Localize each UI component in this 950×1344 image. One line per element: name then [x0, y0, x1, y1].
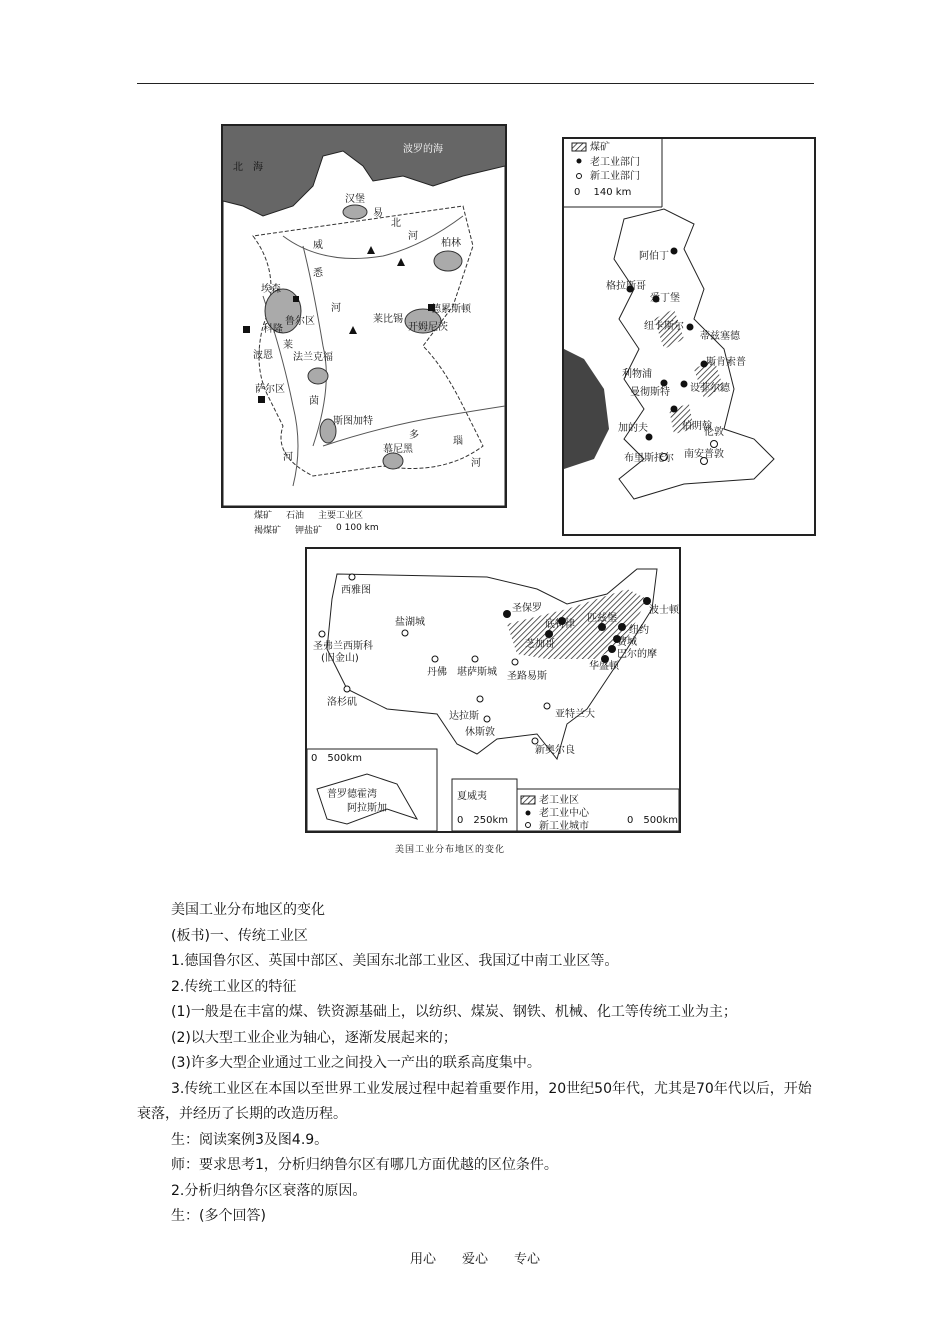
svg-text:老工业部门: 老工业部门: [590, 157, 640, 168]
body-line: (2)以大型工业企业为轴心，逐渐发展起来的；: [171, 1029, 457, 1046]
svg-text:加的夫: 加的夫: [618, 423, 648, 434]
svg-text:格拉斯哥: 格拉斯哥: [606, 281, 646, 292]
body-line: (板书)一、传统工业区: [171, 927, 308, 944]
svg-text:爱丁堡: 爱丁堡: [650, 293, 680, 304]
svg-text:堪萨斯城: 堪萨斯城: [457, 667, 497, 678]
svg-text:0 500km: 0 500km: [627, 815, 678, 826]
svg-text:威: 威: [313, 240, 323, 251]
svg-text:普罗德霍湾: 普罗德霍湾: [327, 789, 377, 800]
svg-text:底特律: 底特律: [545, 619, 575, 630]
svg-text:西雅图: 西雅图: [341, 585, 371, 596]
svg-text:休斯敦: 休斯敦: [465, 727, 495, 738]
svg-text:0 500km: 0 500km: [311, 753, 362, 764]
svg-text:瑙: 瑙: [453, 436, 463, 447]
svg-text:洛杉矶: 洛杉矶: [327, 697, 357, 708]
svg-text:亚特兰大: 亚特兰大: [555, 709, 595, 720]
body-line: 2.传统工业区的特征: [171, 978, 297, 995]
svg-text:法兰克福: 法兰克福: [293, 352, 333, 363]
page-footer: 用心 爱心 专心: [409, 1252, 540, 1267]
svg-text:圣保罗: 圣保罗: [512, 603, 542, 614]
svg-text:北 海: 北 海: [233, 162, 263, 173]
svg-text:费城: 费城: [617, 637, 637, 648]
svg-text:纽约: 纽约: [629, 625, 649, 636]
svg-text:河: 河: [408, 231, 418, 242]
svg-text:巴尔的摩: 巴尔的摩: [617, 649, 657, 660]
svg-text:丹佛: 丹佛: [427, 667, 447, 678]
svg-text:纽卡斯尔: 纽卡斯尔: [644, 321, 684, 332]
svg-text:开姆尼茨: 开姆尼茨: [408, 322, 448, 333]
svg-text:德累斯顿: 德累斯顿: [431, 304, 471, 315]
svg-text:(旧金山): (旧金山): [321, 653, 359, 664]
svg-text:萨尔区: 萨尔区: [255, 384, 285, 395]
svg-text:多: 多: [409, 430, 419, 441]
svg-text:悉: 悉: [313, 268, 323, 279]
body-line: 1.德国鲁尔区、英国中部区、美国东北部工业区、我国辽中南工业区等。: [171, 953, 619, 969]
svg-text:阿伯丁: 阿伯丁: [639, 251, 669, 262]
svg-text:老工业区: 老工业区: [539, 795, 579, 806]
svg-text:设菲尔德: 设菲尔德: [690, 383, 730, 394]
svg-text:柏林: 柏林: [441, 238, 461, 249]
svg-text:0 250km: 0 250km: [457, 815, 508, 826]
body-line: 生：(多个回答): [171, 1208, 266, 1224]
svg-text:波罗的海: 波罗的海: [403, 144, 443, 155]
svg-text:河: 河: [471, 458, 481, 469]
body-line: 2.分析归纳鲁尔区衰落的原因。: [171, 1182, 367, 1199]
svg-text:鲁尔区: 鲁尔区: [285, 316, 315, 327]
body-line: (3)许多大型企业通过工业之间投入一产出的联系高度集中。: [171, 1055, 541, 1071]
svg-text:莱: 莱: [283, 340, 293, 351]
legend-lignite: 褐煤矿: [254, 526, 282, 536]
germany-map: [221, 124, 507, 508]
svg-text:夏威夷: 夏威夷: [457, 791, 487, 802]
svg-text:新工业城市: 新工业城市: [539, 821, 589, 831]
svg-text:阿拉斯加: 阿拉斯加: [347, 803, 387, 814]
svg-text:斯肯索普: 斯肯索普: [706, 357, 746, 368]
germany-legend: [254, 508, 514, 536]
body-line: 师：要求思考1，分析归纳鲁尔区有哪几方面优越的区位条件。: [171, 1157, 558, 1173]
map-caption: 美国工业分布地区的变化: [395, 845, 506, 855]
svg-text:慕尼黑: 慕尼黑: [383, 444, 413, 455]
svg-text:圣弗兰西斯科: 圣弗兰西斯科: [313, 641, 373, 652]
svg-text:莱比锡: 莱比锡: [373, 314, 403, 325]
svg-text:煤矿: 煤矿: [590, 142, 610, 153]
svg-text:波士顿: 波士顿: [649, 605, 679, 616]
body-line: 生：阅读案例3及图4.9。: [171, 1131, 329, 1148]
britain-map: [562, 137, 816, 536]
svg-text:圣路易斯: 圣路易斯: [507, 671, 547, 682]
svg-text:匹兹堡: 匹兹堡: [587, 613, 617, 624]
svg-text:达拉斯: 达拉斯: [449, 711, 479, 722]
body-line: 美国工业分布地区的变化: [171, 902, 325, 918]
svg-text:河: 河: [331, 303, 341, 314]
svg-text:曼彻斯特: 曼彻斯特: [630, 387, 670, 398]
svg-text:利物浦: 利物浦: [622, 369, 652, 380]
legend-coal: 煤矿: [254, 511, 273, 521]
legend-oil: 石油: [286, 511, 305, 521]
svg-text:新工业部门: 新工业部门: [590, 171, 640, 182]
header-rule: [137, 83, 814, 84]
svg-text:易: 易: [373, 208, 383, 219]
svg-text:伦敦: 伦敦: [704, 427, 724, 438]
svg-text:南安普敦: 南安普敦: [684, 449, 724, 460]
svg-text:斯图加特: 斯图加特: [333, 416, 373, 427]
svg-text:华盛顿: 华盛顿: [589, 661, 619, 672]
svg-text:布里斯托尔: 布里斯托尔: [624, 453, 674, 464]
svg-text:0 140 km: 0 140 km: [574, 187, 632, 198]
body-line: (1)一般是在丰富的煤、铁资源基础上，以纺织、煤炭、钢铁、机械、化工等传统工业为主；: [171, 1004, 737, 1020]
legend-industry: 主要工业区: [318, 511, 364, 521]
svg-text:河: 河: [283, 452, 293, 463]
svg-text:茵: 茵: [309, 396, 319, 407]
svg-text:埃森: 埃森: [261, 284, 281, 295]
usa-map: [305, 547, 681, 833]
body-text: [137, 898, 817, 1230]
legend-potash: 钾盐矿: [295, 526, 323, 536]
svg-text:科隆: 科隆: [263, 324, 283, 335]
svg-text:蒂兹塞德: 蒂兹塞德: [700, 331, 740, 342]
svg-text:汉堡: 汉堡: [345, 194, 365, 205]
body-line: 3.传统工业区在本国以至世界工业发展过程中起着重要作用，20世纪50年代，尤其是70年代以后，开始衰落，并经历了长期的改造历程。: [137, 1080, 812, 1122]
svg-text:北: 北: [391, 218, 401, 229]
svg-text:伯明翰: 伯明翰: [682, 421, 712, 432]
legend-scale: 0 100 km: [336, 523, 379, 533]
svg-text:盐湖城: 盐湖城: [395, 617, 425, 628]
svg-text:芝加哥: 芝加哥: [525, 639, 555, 650]
svg-text:新奥尔良: 新奥尔良: [535, 745, 575, 756]
svg-text:老工业中心: 老工业中心: [539, 808, 589, 819]
svg-text:波恩: 波恩: [253, 350, 273, 361]
